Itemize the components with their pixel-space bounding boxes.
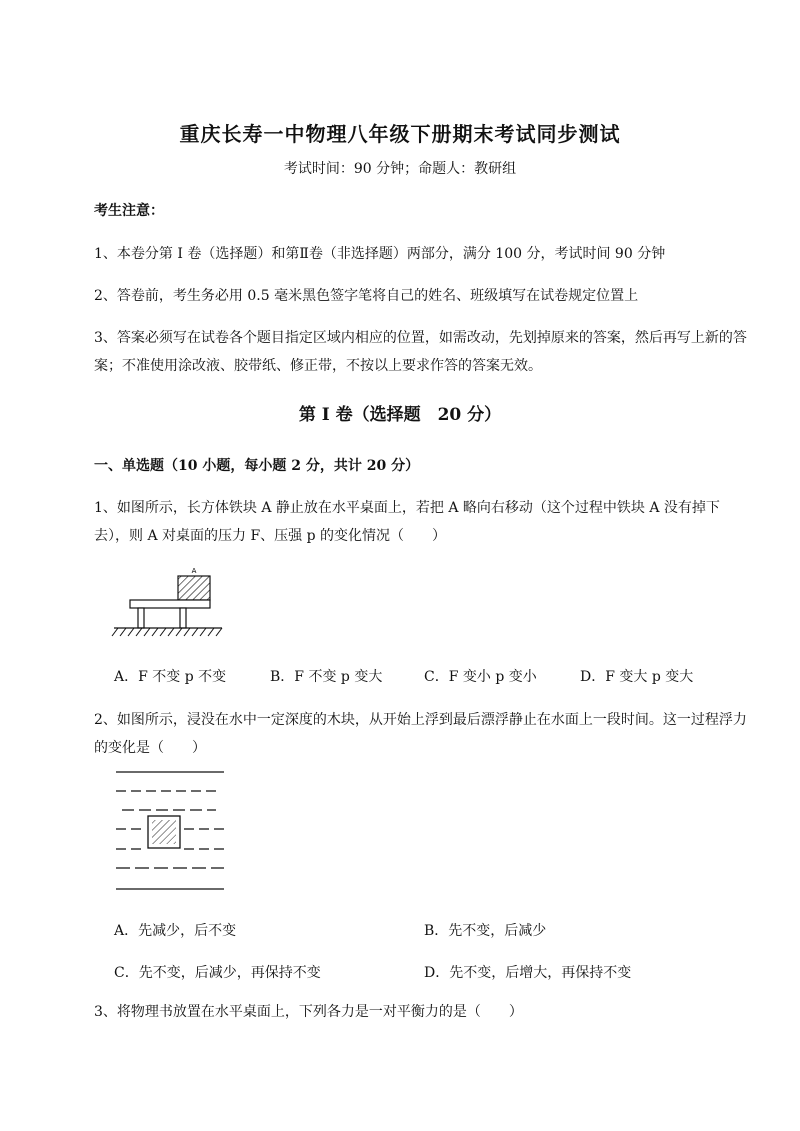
notice-heading: 考生注意： bbox=[94, 203, 164, 219]
table-leg-right bbox=[180, 608, 186, 628]
question-2-stem: 2、如图所示，浸没在水中一定深度的木块，从开始上浮到最后漂浮静止在水面上一段时间。这一过程浮力的变化是（ ） bbox=[94, 712, 747, 756]
ground-hatching bbox=[112, 628, 222, 636]
block-a-label: A bbox=[191, 567, 197, 575]
table-block-figure bbox=[110, 562, 230, 642]
exam-info: 考试时间：90 分钟；命题人：教研组 bbox=[283, 161, 517, 177]
question-3-stem: 3、将物理书放置在水平桌面上，下列各力是一对平衡力的是（ ） bbox=[94, 1004, 523, 1020]
question-1-stem: 1、如图所示，长方体铁块 A 静止放在水平桌面上，若把 A 略向右移动（这个过程中铁块 A 没有掉下去），则 A 对桌面的压力 F、压强 p 的变化情况（ ） bbox=[94, 500, 720, 544]
wooden-block-fill bbox=[152, 820, 176, 844]
q2-option-d[interactable]: D．先不变，后增大，再保持不变 bbox=[424, 965, 632, 981]
notice-item-1: 1、本卷分第 I 卷（选择题）和第Ⅱ卷（非选择题）两部分，满分 100 分，考试时间 90 分钟 bbox=[94, 246, 666, 262]
q1-option-b[interactable]: B．F 不变 p 变大 bbox=[270, 669, 383, 685]
table-leg-left bbox=[138, 608, 144, 628]
q2-option-a[interactable]: A．先减少，后不变 bbox=[114, 923, 237, 939]
block-a bbox=[178, 576, 210, 600]
section-title: 第 I 卷（选择题 20 分） bbox=[298, 405, 502, 425]
q1-option-c[interactable]: C．F 变小 p 变小 bbox=[424, 669, 537, 685]
notice-item-2: 2、答卷前，考生务必用 0.5 毫米黑色签字笔将自己的姓名、班级填写在试卷规定位置上 bbox=[94, 288, 639, 304]
group-heading: 一、单选题（10 小题，每小题 2 分，共计 20 分） bbox=[94, 458, 420, 474]
q1-option-a[interactable]: A．F 不变 p 不变 bbox=[114, 669, 227, 685]
page-title: 重庆长寿一中物理八年级下册期末考试同步测试 bbox=[179, 122, 621, 146]
q1-option-d[interactable]: D．F 变大 p 变大 bbox=[580, 669, 694, 685]
table-top bbox=[130, 600, 210, 608]
water-block-figure bbox=[112, 764, 232, 898]
q2-option-b[interactable]: B．先不变，后减少 bbox=[424, 923, 547, 939]
q2-option-c[interactable]: C．先不变，后减少，再保持不变 bbox=[114, 965, 321, 981]
notice-item-3: 3、答案必须写在试卷各个题目指定区域内相应的位置，如需改动，先划掉原来的答案，然后再写上新的答案；不准使用涂改液、胶带纸、修正带，不按以上要求作答的答案无效。 bbox=[94, 330, 747, 374]
